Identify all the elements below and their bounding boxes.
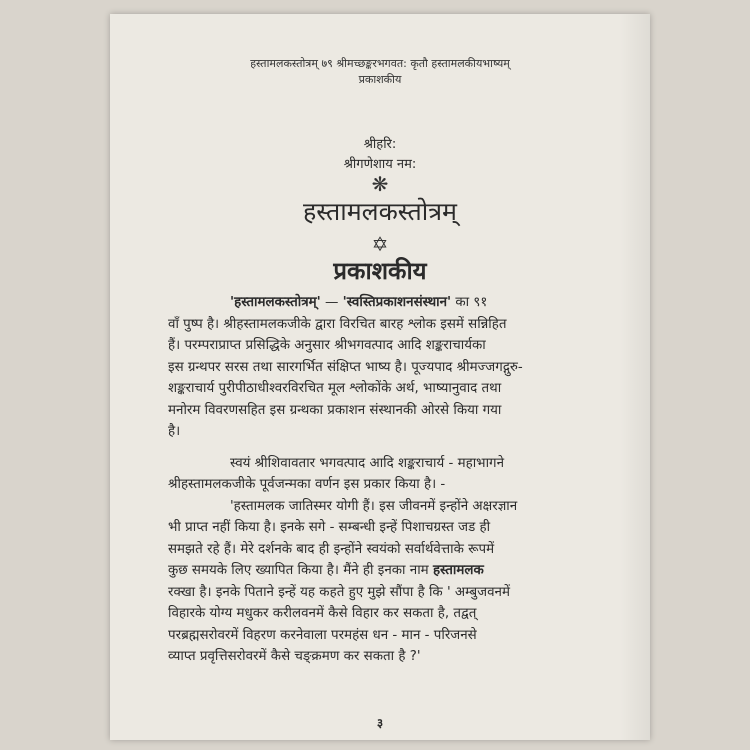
dash: — [320, 295, 343, 310]
invocation-shrihari: श्रीहरि: [363, 137, 397, 152]
page-number: ३ [376, 716, 384, 730]
paragraph-1-line-5: शङ्कराचार्य पुरीपीठाधीश्वरविरचित मूल श्लोकोंके अर्थ, भाष्यानुवाद तथा [168, 381, 502, 396]
paragraph-2 [168, 453, 606, 496]
paragraph-1-line-3: हैं। परम्पराप्राप्त प्रसिद्धिके अनुसार श्रीभगवत्पाद आदि शङ्कराचार्यका [168, 338, 486, 353]
line-end: का ९१ [451, 295, 488, 310]
paragraph-3-line-5: रक्खा है। इनके पिताने इन्हें यह कहते हुए मुझे सौंपा है कि ' अम्बुजवनमें [168, 584, 510, 600]
line-text: कुछ समयके लिए ख्यापित किया है। मैंने ही इनका नाम [168, 563, 433, 578]
bold-name-hastamalaka: हस्तामलक [432, 563, 484, 578]
page-edge-shadow [620, 14, 650, 740]
book-title: हस्तामलकस्तोत्रम् [302, 197, 458, 226]
quoted-publisher: 'स्वस्तिप्रकाशनसंस्थान' [342, 295, 452, 310]
body-text [168, 292, 606, 668]
running-header-line2: प्रकाशकीय [358, 73, 402, 86]
quoted-title: 'हस्तामलकस्तोत्रम्' [230, 295, 321, 310]
paragraph-2-line-1: स्वयं श्रीशिवावतार भगवत्पाद आदि शङ्कराचार्य - महाभागने [230, 455, 505, 471]
paragraph-3-line-3: समझते रहे हैं। मेरे दर्शनके बाद ही इन्होंने स्वयंको सर्वार्थवेत्ताके रूपमें [168, 541, 495, 557]
paragraph-3 [168, 496, 606, 668]
star-ornament-icon: ✡ [371, 232, 389, 256]
section-heading: प्रकाशकीय [333, 257, 427, 285]
paragraph-3-line-7: परब्रह्मसरोवरमें विहरण करनेवाला परमहंस धन - मान - परिजनसे [168, 627, 477, 643]
paragraph-1-line-2: वाँ पुष्प है। श्रीहस्तामलकजीके द्वारा विरचित बारह श्लोक इसमें सन्निहित [168, 316, 507, 332]
paragraph-3-line-4 [168, 560, 606, 582]
paragraph-3-line-6: विहारके योग्य मधुकर करीलवनमें कैसे विहार कर सकता है, तद्वत् [168, 606, 477, 621]
paragraph-1-line-4: इस ग्रन्थपर सरस तथा सारगर्भित संक्षिप्त भाष्य है। पूज्यपाद श्रीमज्जगद्गुरु- [168, 359, 523, 375]
book-page [110, 14, 650, 740]
paragraph-1-line-7: है। [168, 424, 181, 439]
flower-ornament-icon: ❋ [371, 172, 389, 196]
paragraph-1-line-1 [168, 292, 606, 314]
paragraph-3-line-1: 'हस्तामलक जातिस्मर योगी हैं। इस जीवनमें इन्होंने अक्षरज्ञान [230, 498, 518, 514]
running-header [110, 56, 650, 88]
paragraph-3-line-8: व्याप्त प्रवृत्तिसरोवरमें कैसे चङ्क्रमण कर सकता है ?' [168, 649, 421, 664]
paragraph-3-line-2: भी प्राप्त नहीं किया है। इनके सगे - सम्बन्धी इन्हें पिशाचग्रस्त जड ही [168, 520, 491, 535]
running-header-line1: हस्तामलकस्तोत्रम् ७९ श्रीमच्छङ्करभगवत: कृतौ हस्तामलकीयभाष्यम् [250, 57, 510, 70]
paragraph-2-line-2: श्रीहस्तामलकजीके पूर्वजन्मका वर्णन इस प्रकार किया है। - [168, 477, 446, 492]
invocation-ganesha: श्रीगणेशाय नम: [343, 157, 417, 172]
paragraph-1-line-6: मनोरम विवरणसहित इस ग्रन्थका प्रकाशन संस्थानकी ओरसे किया गया [168, 402, 502, 418]
paragraph-1 [168, 292, 606, 443]
